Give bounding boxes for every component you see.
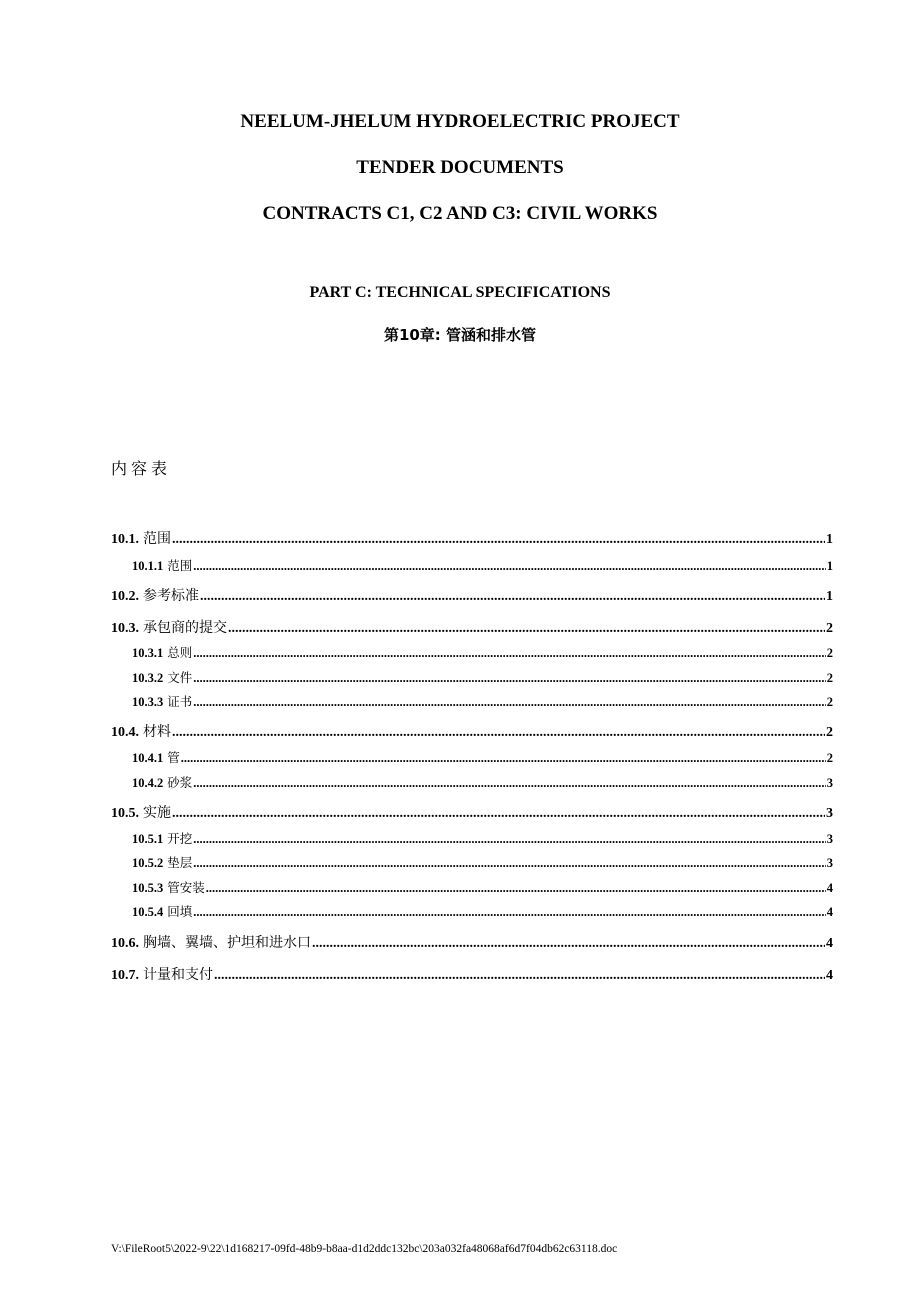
toc-entry-10-5-4[interactable] — [132, 902, 833, 920]
toc-entry-page: 2 — [826, 695, 833, 709]
toc-heading: 内容表 — [111, 459, 172, 478]
project-title: NEELUM-JHELUM HYDROELECTRIC PROJECT — [240, 111, 680, 132]
toc-leader-dots — [193, 832, 825, 847]
toc-entry-page: 2 — [826, 725, 833, 740]
toc-entry-text: 承包商的提交 — [143, 620, 227, 636]
toc-leader-dots — [193, 646, 825, 661]
toc-entry-10-1-1[interactable] — [132, 556, 833, 574]
contracts-title: CONTRACTS C1, C2 AND C3: CIVIL WORKS — [262, 203, 658, 224]
toc-leader-dots — [228, 621, 825, 637]
toc-entry-page: 1 — [826, 589, 833, 604]
toc-entry-10-1[interactable] — [111, 528, 833, 548]
toc-leader-dots — [214, 968, 825, 984]
toc-entry-text: 材料 — [143, 724, 171, 740]
toc-entry-text: 管 — [167, 750, 180, 765]
toc-entry-text: 垫层 — [167, 855, 193, 870]
toc-entry-10-2[interactable] — [111, 585, 833, 605]
toc-leader-dots — [181, 751, 826, 766]
toc-leader-dots — [193, 671, 825, 686]
toc-entry-page: 3 — [826, 776, 833, 790]
toc-entry-number: 10.7. — [111, 968, 139, 983]
toc-entry-page: 4 — [826, 881, 833, 895]
toc-entry-page: 4 — [826, 936, 833, 951]
toc-entry-number: 10.6. — [111, 936, 139, 951]
toc-entry-number: 10.4.1 — [132, 751, 164, 765]
toc-leader-dots — [206, 881, 826, 896]
toc-entry-page: 2 — [826, 671, 833, 685]
toc-entry-10-3-3[interactable] — [132, 692, 833, 710]
toc-entry-number: 10.1. — [111, 532, 139, 547]
toc-entry-number: 10.5.1 — [132, 832, 164, 846]
toc-entry-number: 10.4. — [111, 725, 139, 740]
toc-entry-10-5[interactable] — [111, 802, 833, 822]
toc-entry-text: 回填 — [167, 904, 193, 919]
toc-entry-text: 范围 — [143, 531, 171, 547]
toc-entry-10-4-1[interactable] — [132, 748, 833, 766]
toc-entry-page: 1 — [826, 559, 833, 573]
chapter-title: 第10章: 管涵和排水管 — [383, 326, 537, 344]
toc-entry-10-3-2[interactable] — [132, 668, 833, 686]
toc-entry-page: 4 — [826, 905, 833, 919]
toc-entry-number: 10.1.1 — [132, 559, 164, 573]
toc-entry-text: 参考标准 — [143, 588, 199, 604]
toc-entry-page: 2 — [826, 621, 833, 636]
toc-leader-dots — [312, 936, 825, 952]
toc-entry-number: 10.3.2 — [132, 671, 164, 685]
toc-entry-text: 计量和支付 — [143, 967, 213, 983]
toc-leader-dots — [193, 695, 825, 710]
part-title: PART C: TECHNICAL SPECIFICATIONS — [309, 284, 611, 301]
toc-entry-10-7[interactable] — [111, 964, 833, 984]
toc-entry-number: 10.3. — [111, 621, 139, 636]
toc-entry-number: 10.5. — [111, 806, 139, 821]
toc-entry-page: 3 — [826, 806, 833, 821]
file-path-footer: V:\FileRoot5\2022-9\22\1d168217-09fd-48b9-b8aa-d1d2ddc132bc\203a032fa48068af6d7f04db62c63118.doc — [111, 1243, 618, 1255]
toc-entry-page: 3 — [826, 832, 833, 846]
toc-leader-dots — [193, 559, 825, 574]
toc-entry-page: 1 — [826, 532, 833, 547]
toc-entry-text: 砂浆 — [167, 775, 193, 790]
toc-entry-number: 10.5.2 — [132, 856, 164, 870]
toc-entry-10-5-3[interactable] — [132, 878, 833, 896]
toc-entry-number: 10.2. — [111, 589, 139, 604]
toc-leader-dots — [193, 905, 825, 920]
toc-entry-10-5-1[interactable] — [132, 829, 833, 847]
toc-entry-10-4-2[interactable] — [132, 773, 833, 791]
toc-entry-text: 开挖 — [167, 831, 193, 846]
toc-entry-10-4[interactable] — [111, 721, 833, 741]
toc-entry-text: 总则 — [167, 645, 193, 660]
toc-entry-text: 胸墙、翼墙、护坦和进水口 — [143, 935, 311, 951]
toc-leader-dots — [193, 856, 825, 871]
toc-entry-number: 10.4.2 — [132, 776, 164, 790]
toc-entry-text: 证书 — [167, 694, 193, 709]
tender-title: TENDER DOCUMENTS — [356, 157, 564, 178]
toc-leader-dots — [193, 776, 825, 791]
toc-entry-text: 范围 — [167, 558, 193, 573]
toc-entry-text: 文件 — [167, 670, 193, 685]
toc-leader-dots — [172, 725, 825, 741]
toc-entry-number: 10.3.3 — [132, 695, 164, 709]
toc-entry-text: 管安装 — [167, 880, 205, 895]
toc-entry-page: 2 — [826, 751, 833, 765]
toc-entry-10-3[interactable] — [111, 617, 833, 637]
toc-entry-page: 2 — [826, 646, 833, 660]
toc-leader-dots — [172, 532, 825, 548]
toc-entry-10-5-2[interactable] — [132, 853, 833, 871]
toc-leader-dots — [172, 806, 825, 822]
toc-entry-page: 3 — [826, 856, 833, 870]
toc-entry-text: 实施 — [143, 805, 171, 821]
toc-entry-page: 4 — [826, 968, 833, 983]
toc-entry-10-6[interactable] — [111, 932, 833, 952]
toc-entry-10-3-1[interactable] — [132, 643, 833, 661]
toc-leader-dots — [200, 589, 825, 605]
toc-entry-number: 10.3.1 — [132, 646, 164, 660]
toc-entry-number: 10.5.3 — [132, 881, 164, 895]
toc-entry-number: 10.5.4 — [132, 905, 164, 919]
